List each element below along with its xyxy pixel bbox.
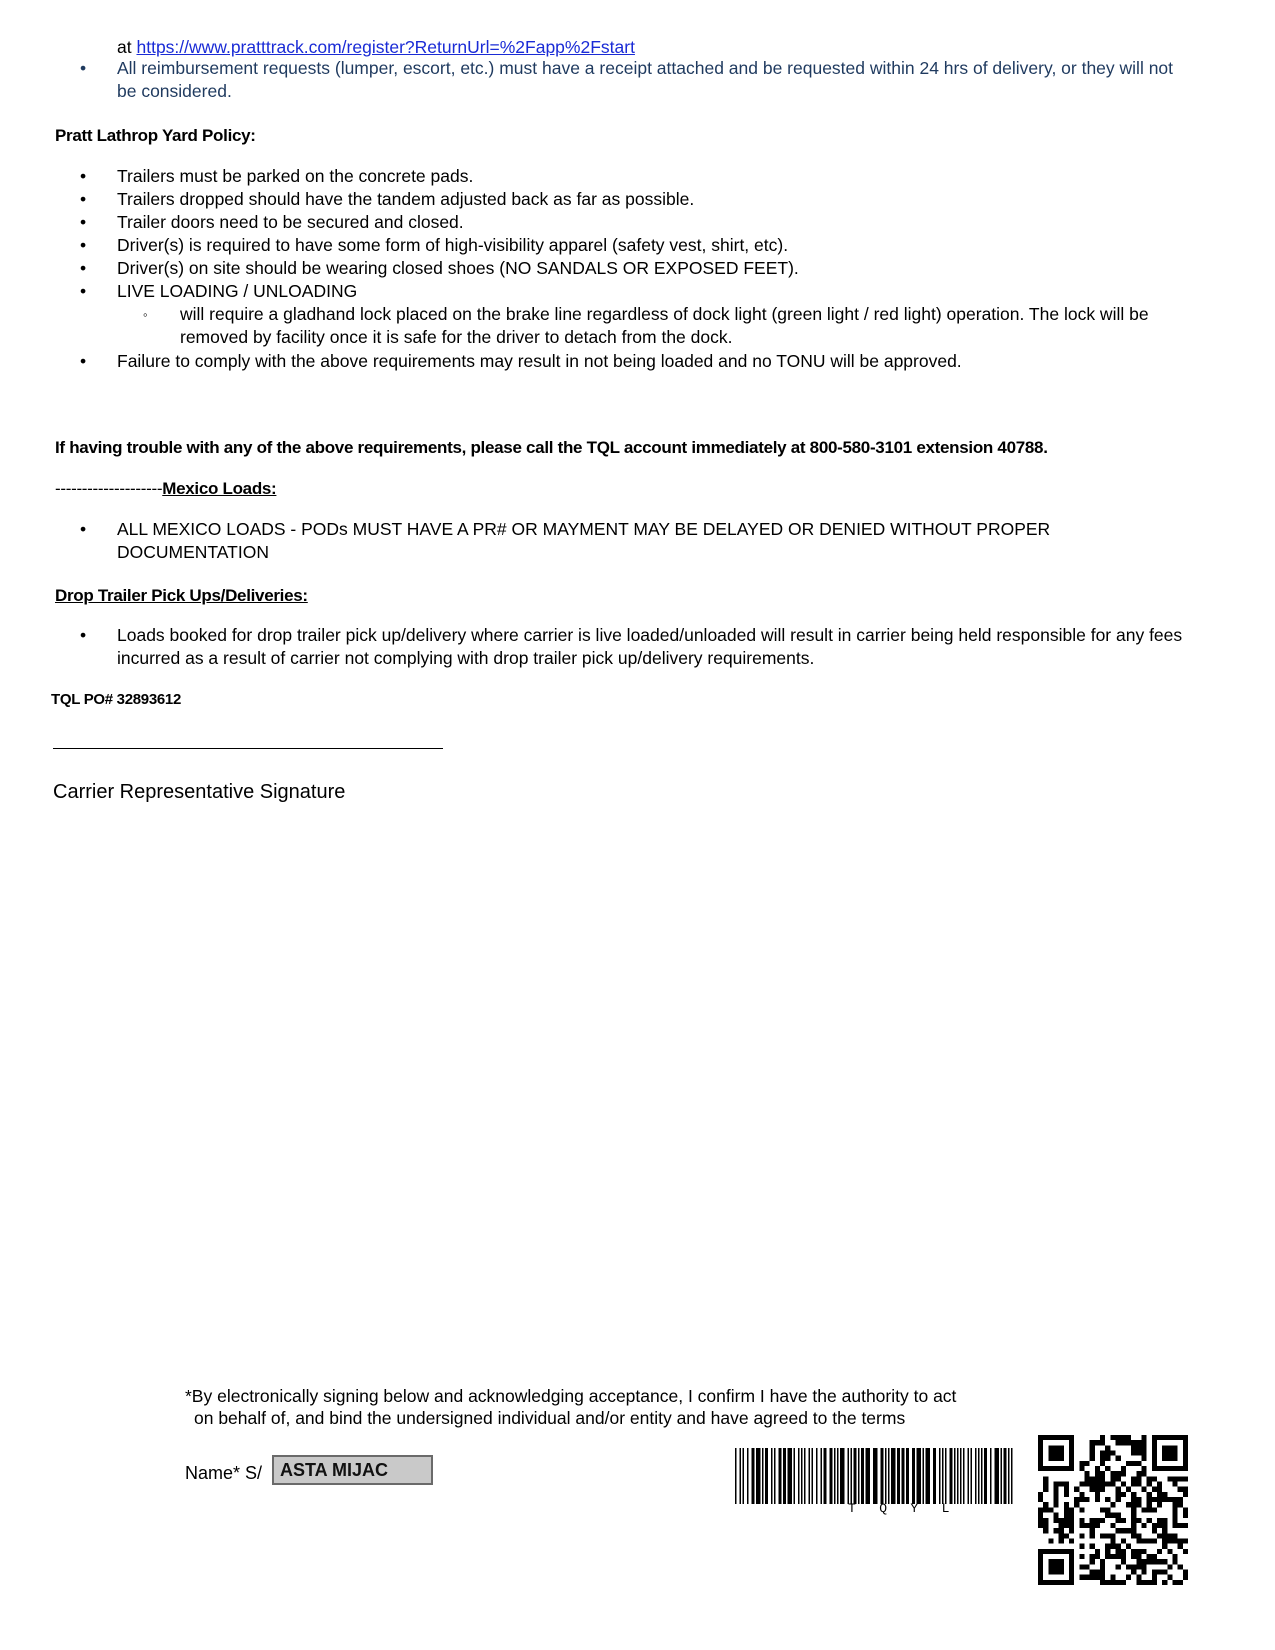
signature-line	[53, 748, 443, 749]
bullet: •	[80, 351, 87, 371]
yard-policy-sub-item: will require a gladhand lock placed on the brake line regardless of dock light (green light / red light) operation. The lock will be removed by facility once it is safe for the driver to detach from the dock.	[180, 304, 1149, 347]
reimbursement-note: All reimbursement requests (lumper, escort, etc.) must have a receipt attached and be requested within 24 hrs of delivery, or they will not be considered.	[117, 58, 1174, 101]
bullet: •	[80, 189, 87, 209]
bullet: •	[80, 58, 87, 78]
bullet: •	[80, 166, 87, 186]
yard-policy-item: LIVE LOADING / UNLOADING	[117, 281, 358, 301]
bullet: •	[80, 212, 87, 232]
mexico-dashes: --------------------	[55, 479, 163, 498]
signature-label: Carrier Representative Signature	[53, 781, 346, 803]
barcode-caption: T Q Y L	[848, 1501, 950, 1516]
esign-statement-line-2: on behalf of, and bind the undersigned individual and/or entity and have agreed to the terms	[194, 1408, 906, 1428]
yard-policy-final-item: Failure to comply with the above requirements may result in not being loaded and no TONU will be approved.	[117, 351, 962, 371]
url-line	[117, 36, 635, 59]
barcode-image	[735, 1448, 1017, 1504]
yard-policy-heading: Pratt Lathrop Yard Policy:	[55, 126, 256, 145]
drop-trailer-item: Loads booked for drop trailer pick up/delivery where carrier is live loaded/unloaded will result in carrier being held responsible for any fees incurred as a result of carrier not complying with drop trailer pick up/delivery requirements.	[117, 625, 1183, 668]
mexico-heading-row	[55, 477, 276, 500]
bullet: •	[80, 281, 87, 301]
sub-bullet: ◦	[143, 307, 148, 322]
name-field[interactable]: ASTA MIJAC	[272, 1455, 433, 1485]
register-link[interactable]: https://www.pratttrack.com/register?ReturnUrl=%2Fapp%2Fstart	[136, 37, 635, 57]
po-number: TQL PO# 32893612	[51, 691, 182, 708]
name-label: Name* S/	[185, 1463, 263, 1483]
mexico-item: ALL MEXICO LOADS - PODs MUST HAVE A PR# OR MAYMENT MAY BE DELAYED OR DENIED WITHOUT PROPER DOCUMENTATION	[117, 519, 1051, 562]
yard-policy-item: Trailers dropped should have the tandem adjusted back as far as possible.	[117, 189, 695, 209]
url-prefix: at	[117, 37, 132, 57]
bullet: •	[80, 625, 87, 645]
yard-policy-item: Driver(s) is required to have some form of high-visibility apparel (safety vest, shirt, etc).	[117, 235, 789, 255]
qr-code-image	[1038, 1435, 1188, 1585]
bullet: •	[80, 519, 87, 539]
drop-trailer-heading: Drop Trailer Pick Ups/Deliveries:	[55, 586, 308, 605]
yard-policy-item: Trailers must be parked on the concrete pads.	[117, 166, 474, 186]
yard-policy-item: Trailer doors need to be secured and closed.	[117, 212, 464, 232]
contact-notice: If having trouble with any of the above requirements, please call the TQL account immediately at 800-580-3101 extension 40788.	[55, 438, 1048, 457]
esign-statement-line-1: *By electronically signing below and acknowledging acceptance, I confirm I have the authority to act	[185, 1386, 957, 1406]
yard-policy-item: Driver(s) on site should be wearing closed shoes (NO SANDALS OR EXPOSED FEET).	[117, 258, 799, 278]
bullet: •	[80, 235, 87, 255]
mexico-heading: Mexico Loads:	[162, 479, 277, 498]
bullet: •	[80, 258, 87, 278]
